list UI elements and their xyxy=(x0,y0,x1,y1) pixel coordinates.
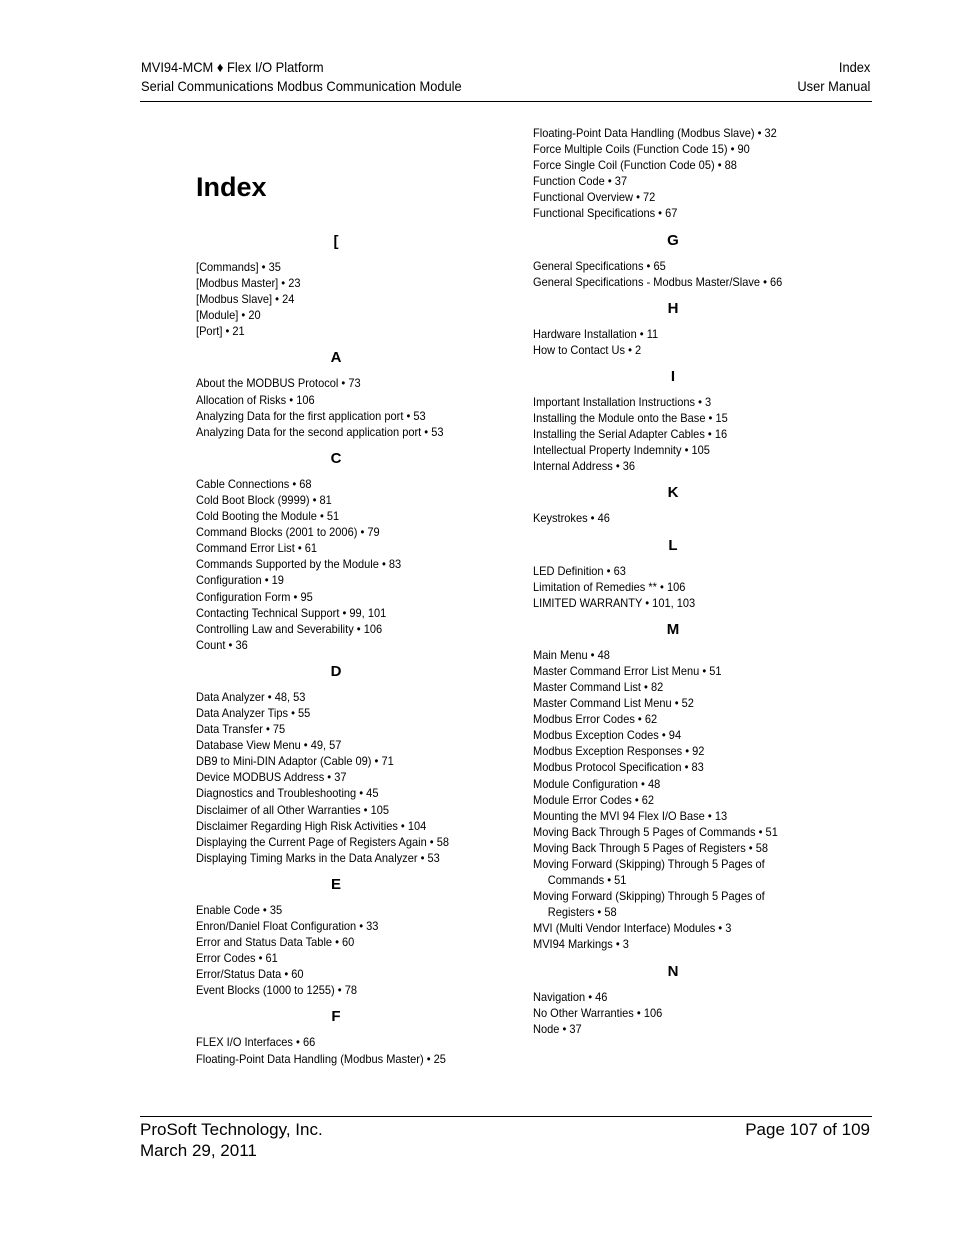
index-entry: Allocation of Risks • 106 xyxy=(196,392,315,407)
index-entry: Data Transfer • 75 xyxy=(196,722,286,737)
index-entry: How to Contact Us • 2 xyxy=(533,342,642,357)
footer-right xyxy=(745,1119,870,1140)
index-entry: Installing the Serial Adapter Cables • 16 xyxy=(533,427,728,442)
index-letter-heading: I xyxy=(670,367,676,385)
index-group xyxy=(533,125,833,222)
index-entry: Master Command Error List Menu • 51 xyxy=(533,663,722,678)
index-entry: Enable Code • 35 xyxy=(196,902,283,917)
index-entry: No Other Warranties • 106 xyxy=(533,1005,663,1020)
index-entry: Function Code • 37 xyxy=(533,174,628,189)
index-group xyxy=(196,440,496,653)
index-entry: Important Installation Instructions • 3 xyxy=(533,394,712,409)
index-entry: Displaying the Current Page of Registers Again • 58 xyxy=(196,834,450,849)
header-doc-type: User Manual xyxy=(796,78,870,94)
header-subtitle: Serial Communications Modbus Communication Module xyxy=(141,78,462,94)
index-entry: Node • 37 xyxy=(533,1021,582,1036)
index-entry: Floating-Point Data Handling (Modbus Master) • 25 xyxy=(196,1051,446,1066)
index-entry: Error Codes • 61 xyxy=(196,951,278,966)
index-entry: Functional Overview • 72 xyxy=(533,190,656,205)
index-entry: Moving Forward (Skipping) Through 5 Pages of xyxy=(533,857,765,871)
index-group xyxy=(533,474,833,526)
header-section: Index xyxy=(838,59,870,75)
index-entry: Force Single Coil (Function Code 05) • 88 xyxy=(533,158,737,173)
index-entry: About the MODBUS Protocol • 73 xyxy=(196,376,361,391)
index-entry: Keystrokes • 46 xyxy=(533,511,610,526)
header-left xyxy=(141,58,462,96)
index-entry: Modbus Exception Responses • 92 xyxy=(533,744,705,759)
index-letter-heading: G xyxy=(667,231,679,249)
index-entry: Commands Supported by the Module • 83 xyxy=(196,557,402,572)
index-entry: Configuration • 19 xyxy=(196,573,284,588)
index-letter-heading: C xyxy=(330,449,342,467)
index-entry: DB9 to Mini-DIN Adaptor (Cable 09) • 71 xyxy=(196,754,394,769)
index-entry: Cable Connections • 68 xyxy=(196,476,312,491)
index-entry: MVI (Multi Vendor Interface) Modules • 3 xyxy=(533,921,732,936)
index-entry: Force Multiple Coils (Function Code 15) • 90 xyxy=(533,142,750,157)
index-entry: Module Error Codes • 62 xyxy=(533,792,655,807)
index-entry: Navigation • 46 xyxy=(533,989,608,1004)
index-entry: LIMITED WARRANTY • 101, 103 xyxy=(533,595,696,610)
index-entry: MVI94 Markings • 3 xyxy=(533,937,629,952)
index-entry: Mounting the MVI 94 Flex I/O Base • 13 xyxy=(533,808,728,823)
footer-divider xyxy=(140,1116,872,1117)
index-entry: Command Error List • 61 xyxy=(196,541,318,556)
index-entry: Moving Back Through 5 Pages of Commands • 51 xyxy=(533,824,778,839)
index-entry: Command Blocks (2001 to 2006) • 79 xyxy=(196,525,380,540)
index-entry: Hardware Installation • 11 xyxy=(533,326,659,341)
index-entry: Error/Status Data • 60 xyxy=(196,967,304,982)
index-group xyxy=(196,998,496,1066)
index-group xyxy=(533,222,833,290)
index-entry: Displaying Timing Marks in the Data Analyzer • 53 xyxy=(196,850,440,865)
index-group xyxy=(533,358,833,474)
index-letter-heading: L xyxy=(668,536,678,554)
index-entry: Floating-Point Data Handling (Modbus Slave) • 32 xyxy=(533,126,777,140)
index-group xyxy=(533,611,833,953)
index-entry: Commands • 51 xyxy=(547,873,627,888)
index-entry: Module Configuration • 48 xyxy=(533,776,661,791)
footer-company: ProSoft Technology, Inc. xyxy=(140,1120,323,1139)
index-entry: Analyzing Data for the first application port • 53 xyxy=(196,408,426,423)
index-entry: [Commands] • 35 xyxy=(196,260,281,274)
index-entry: Data Analyzer • 48, 53 xyxy=(196,689,306,704)
index-entry: Disclaimer of all Other Warranties • 105 xyxy=(196,802,390,817)
index-column-right xyxy=(533,125,833,1037)
index-entry: Count • 36 xyxy=(196,637,248,652)
index-group xyxy=(196,866,496,999)
index-entry: Disclaimer Regarding High Risk Activities • 104 xyxy=(196,818,427,833)
page-title: Index xyxy=(196,172,267,202)
index-letter-heading: [ xyxy=(333,233,339,250)
index-entry: Functional Specifications • 67 xyxy=(533,206,678,221)
index-letter-heading: K xyxy=(667,484,679,502)
index-letter-heading: H xyxy=(667,299,679,317)
footer-date: March 29, 2011 xyxy=(140,1141,257,1160)
index-entry: Database View Menu • 49, 57 xyxy=(196,738,342,753)
index-entry: Cold Booting the Module • 51 xyxy=(196,509,340,524)
index-entry: Contacting Technical Support • 99, 101 xyxy=(196,605,387,620)
index-entry: Error and Status Data Table • 60 xyxy=(196,935,355,950)
index-group xyxy=(533,953,833,1037)
index-entry: Main Menu • 48 xyxy=(533,647,610,662)
index-entry: Data Analyzer Tips • 55 xyxy=(196,705,311,720)
index-entry: FLEX I/O Interfaces • 66 xyxy=(196,1035,316,1050)
index-entry: Configuration Form • 95 xyxy=(196,589,313,604)
header-right xyxy=(797,58,870,96)
index-letter-heading: A xyxy=(330,349,342,367)
header-divider xyxy=(140,101,872,102)
footer-page-number: Page 107 of 109 xyxy=(745,1120,870,1139)
index-entry: Moving Forward (Skipping) Through 5 Pages of xyxy=(533,889,765,904)
index-letter-heading: M xyxy=(666,620,680,638)
index-entry: LED Definition • 63 xyxy=(533,563,626,578)
index-entry: [Modbus Master] • 23 xyxy=(196,276,301,291)
index-entry: Internal Address • 36 xyxy=(533,459,636,474)
index-letter-heading: D xyxy=(330,662,342,680)
index-entry: Modbus Protocol Specification • 83 xyxy=(533,760,704,775)
index-group xyxy=(196,339,496,439)
index-entry: Registers • 58 xyxy=(547,905,617,920)
index-entry: Modbus Error Codes • 62 xyxy=(533,712,658,727)
index-entry: General Specifications • 65 xyxy=(533,258,666,273)
index-entry: General Specifications - Modbus Master/Slave • 66 xyxy=(533,274,783,289)
header-product: MVI94-MCM ♦ Flex I/O Platform xyxy=(141,59,324,75)
index-entry: Master Command List Menu • 52 xyxy=(533,696,694,711)
index-group xyxy=(533,527,833,611)
index-entry: Intellectual Property Indemnity • 105 xyxy=(533,443,710,458)
index-entry: Installing the Module onto the Base • 15 xyxy=(533,411,728,426)
index-entry: Device MODBUS Address • 37 xyxy=(196,770,347,785)
index-letter-heading: E xyxy=(330,875,341,893)
index-entry: [Module] • 20 xyxy=(196,308,261,323)
index-group xyxy=(196,233,496,339)
index-entry: Controlling Law and Severability • 106 xyxy=(196,621,383,636)
index-entry: Enron/Daniel Float Configuration • 33 xyxy=(196,919,379,933)
index-entry: [Port] • 21 xyxy=(196,324,245,339)
index-group xyxy=(196,653,496,866)
index-entry: Analyzing Data for the second application port • 53 xyxy=(196,424,444,439)
index-entry: Modbus Exception Codes • 94 xyxy=(533,728,682,743)
index-letter-heading: N xyxy=(667,962,679,980)
index-entry: Master Command List • 82 xyxy=(533,679,664,694)
index-entry: Limitation of Remedies ** • 106 xyxy=(533,579,686,594)
index-entry: [Modbus Slave] • 24 xyxy=(196,292,295,307)
index-group xyxy=(533,290,833,358)
index-column-left xyxy=(196,233,496,1067)
index-entry: Cold Boot Block (9999) • 81 xyxy=(196,492,332,507)
index-letter-heading: F xyxy=(331,1008,341,1026)
index-entry: Event Blocks (1000 to 1255) • 78 xyxy=(196,983,357,998)
index-entry: Moving Back Through 5 Pages of Registers • 58 xyxy=(533,840,769,855)
index-entry: Diagnostics and Troubleshooting • 45 xyxy=(196,786,379,801)
footer-left xyxy=(140,1119,323,1161)
